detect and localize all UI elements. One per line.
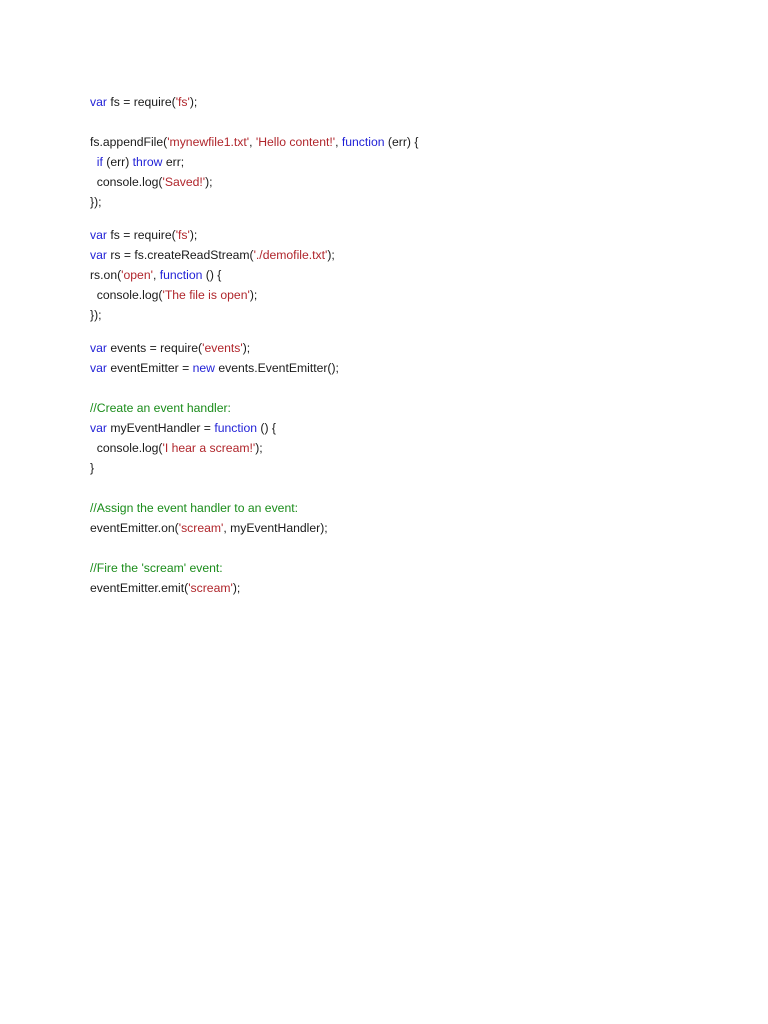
code-line: [90, 305, 418, 325]
code-text: eventEmitter.emit(: [90, 581, 189, 595]
code-line: [90, 358, 418, 378]
code-line: [90, 265, 418, 285]
string-token: 'I hear a scream!': [162, 441, 256, 455]
keyword-token: var: [90, 361, 107, 375]
block-spacer: [90, 478, 418, 498]
keyword-token: var: [90, 341, 107, 355]
code-line: [90, 498, 418, 518]
code-text: fs.appendFile(: [90, 135, 168, 149]
code-text: fs = require(: [106, 228, 176, 242]
code-text: );: [327, 248, 335, 262]
code-text: ,: [152, 268, 160, 282]
code-text: );: [242, 341, 251, 355]
code-line: [90, 172, 418, 192]
code-text: ,: [335, 135, 342, 149]
block-spacer: [90, 112, 418, 132]
string-token: 'fs': [175, 228, 190, 242]
code-line: [90, 285, 418, 305]
code-line: [90, 578, 418, 598]
code-line: [90, 152, 418, 172]
code-line: [90, 245, 418, 265]
code-text: );: [189, 228, 198, 242]
keyword-token: function: [341, 135, 385, 149]
code-listing: [90, 92, 418, 598]
string-token: 'fs': [175, 95, 190, 109]
code-text: );: [205, 175, 213, 189]
code-text: (err): [102, 155, 133, 169]
code-text: events.EventEmitter();: [214, 361, 339, 375]
code-text: console.log(: [90, 288, 163, 302]
code-line: [90, 338, 418, 358]
code-text: () {: [202, 268, 222, 282]
keyword-token: function: [159, 268, 203, 282]
code-text: );: [232, 581, 241, 595]
string-token: 'Hello content!': [255, 135, 336, 149]
code-text: rs = fs.createReadStream(: [106, 248, 254, 262]
block-spacer: [90, 325, 418, 338]
code-block: [90, 498, 418, 538]
code-block: [90, 132, 418, 212]
code-text: });: [90, 308, 102, 322]
keyword-token: var: [90, 228, 107, 242]
keyword-token: new: [192, 361, 215, 375]
code-text: eventEmitter =: [106, 361, 193, 375]
code-text: fs = require(: [106, 95, 176, 109]
code-line: [90, 418, 418, 438]
keyword-token: throw: [132, 155, 163, 169]
code-text: console.log(: [90, 441, 163, 455]
string-token: 'The file is open': [162, 288, 250, 302]
code-text: , myEventHandler);: [223, 521, 328, 535]
block-spacer: [90, 378, 418, 398]
code-text: myEventHandler =: [106, 421, 215, 435]
keyword-token: function: [214, 421, 257, 435]
code-line: [90, 438, 418, 458]
code-block: [90, 92, 418, 112]
block-spacer: [90, 212, 418, 225]
code-block: [90, 398, 418, 478]
code-text: );: [255, 441, 263, 455]
code-line: [90, 398, 418, 418]
keyword-token: if: [96, 155, 103, 169]
code-text: (err) {: [384, 135, 419, 149]
code-block: [90, 338, 418, 378]
code-text: console.log(: [90, 175, 163, 189]
code-line: [90, 558, 418, 578]
code-text: [90, 155, 97, 169]
code-line: [90, 92, 418, 112]
keyword-token: var: [90, 248, 107, 262]
code-text: );: [249, 288, 258, 302]
string-token: 'Saved!': [162, 175, 206, 189]
code-text: rs.on(: [90, 268, 122, 282]
code-line: [90, 192, 418, 212]
code-line: [90, 458, 418, 478]
code-block: [90, 225, 418, 325]
code-line: [90, 518, 418, 538]
code-line: [90, 225, 418, 245]
string-token: 'scream': [178, 521, 224, 535]
code-line: [90, 132, 418, 152]
code-text: err;: [162, 155, 185, 169]
code-text: }: [90, 461, 95, 475]
code-text: events = require(: [106, 341, 203, 355]
code-text: () {: [257, 421, 276, 435]
string-token: 'mynewfile1.txt': [167, 135, 250, 149]
code-text: });: [90, 195, 102, 209]
code-text: ,: [249, 135, 256, 149]
keyword-token: var: [90, 421, 107, 435]
block-spacer: [90, 538, 418, 558]
string-token: './demofile.txt': [253, 248, 328, 262]
code-text: eventEmitter.on(: [90, 521, 179, 535]
string-token: 'events': [202, 341, 243, 355]
comment-token: //Create an event handler:: [90, 401, 231, 415]
string-token: 'open': [121, 268, 153, 282]
comment-token: //Assign the event handler to an event:: [90, 501, 299, 515]
code-text: );: [189, 95, 198, 109]
string-token: 'scream': [188, 581, 233, 595]
comment-token: //Fire the 'scream' event:: [90, 561, 223, 575]
keyword-token: var: [90, 95, 107, 109]
code-block: [90, 558, 418, 598]
